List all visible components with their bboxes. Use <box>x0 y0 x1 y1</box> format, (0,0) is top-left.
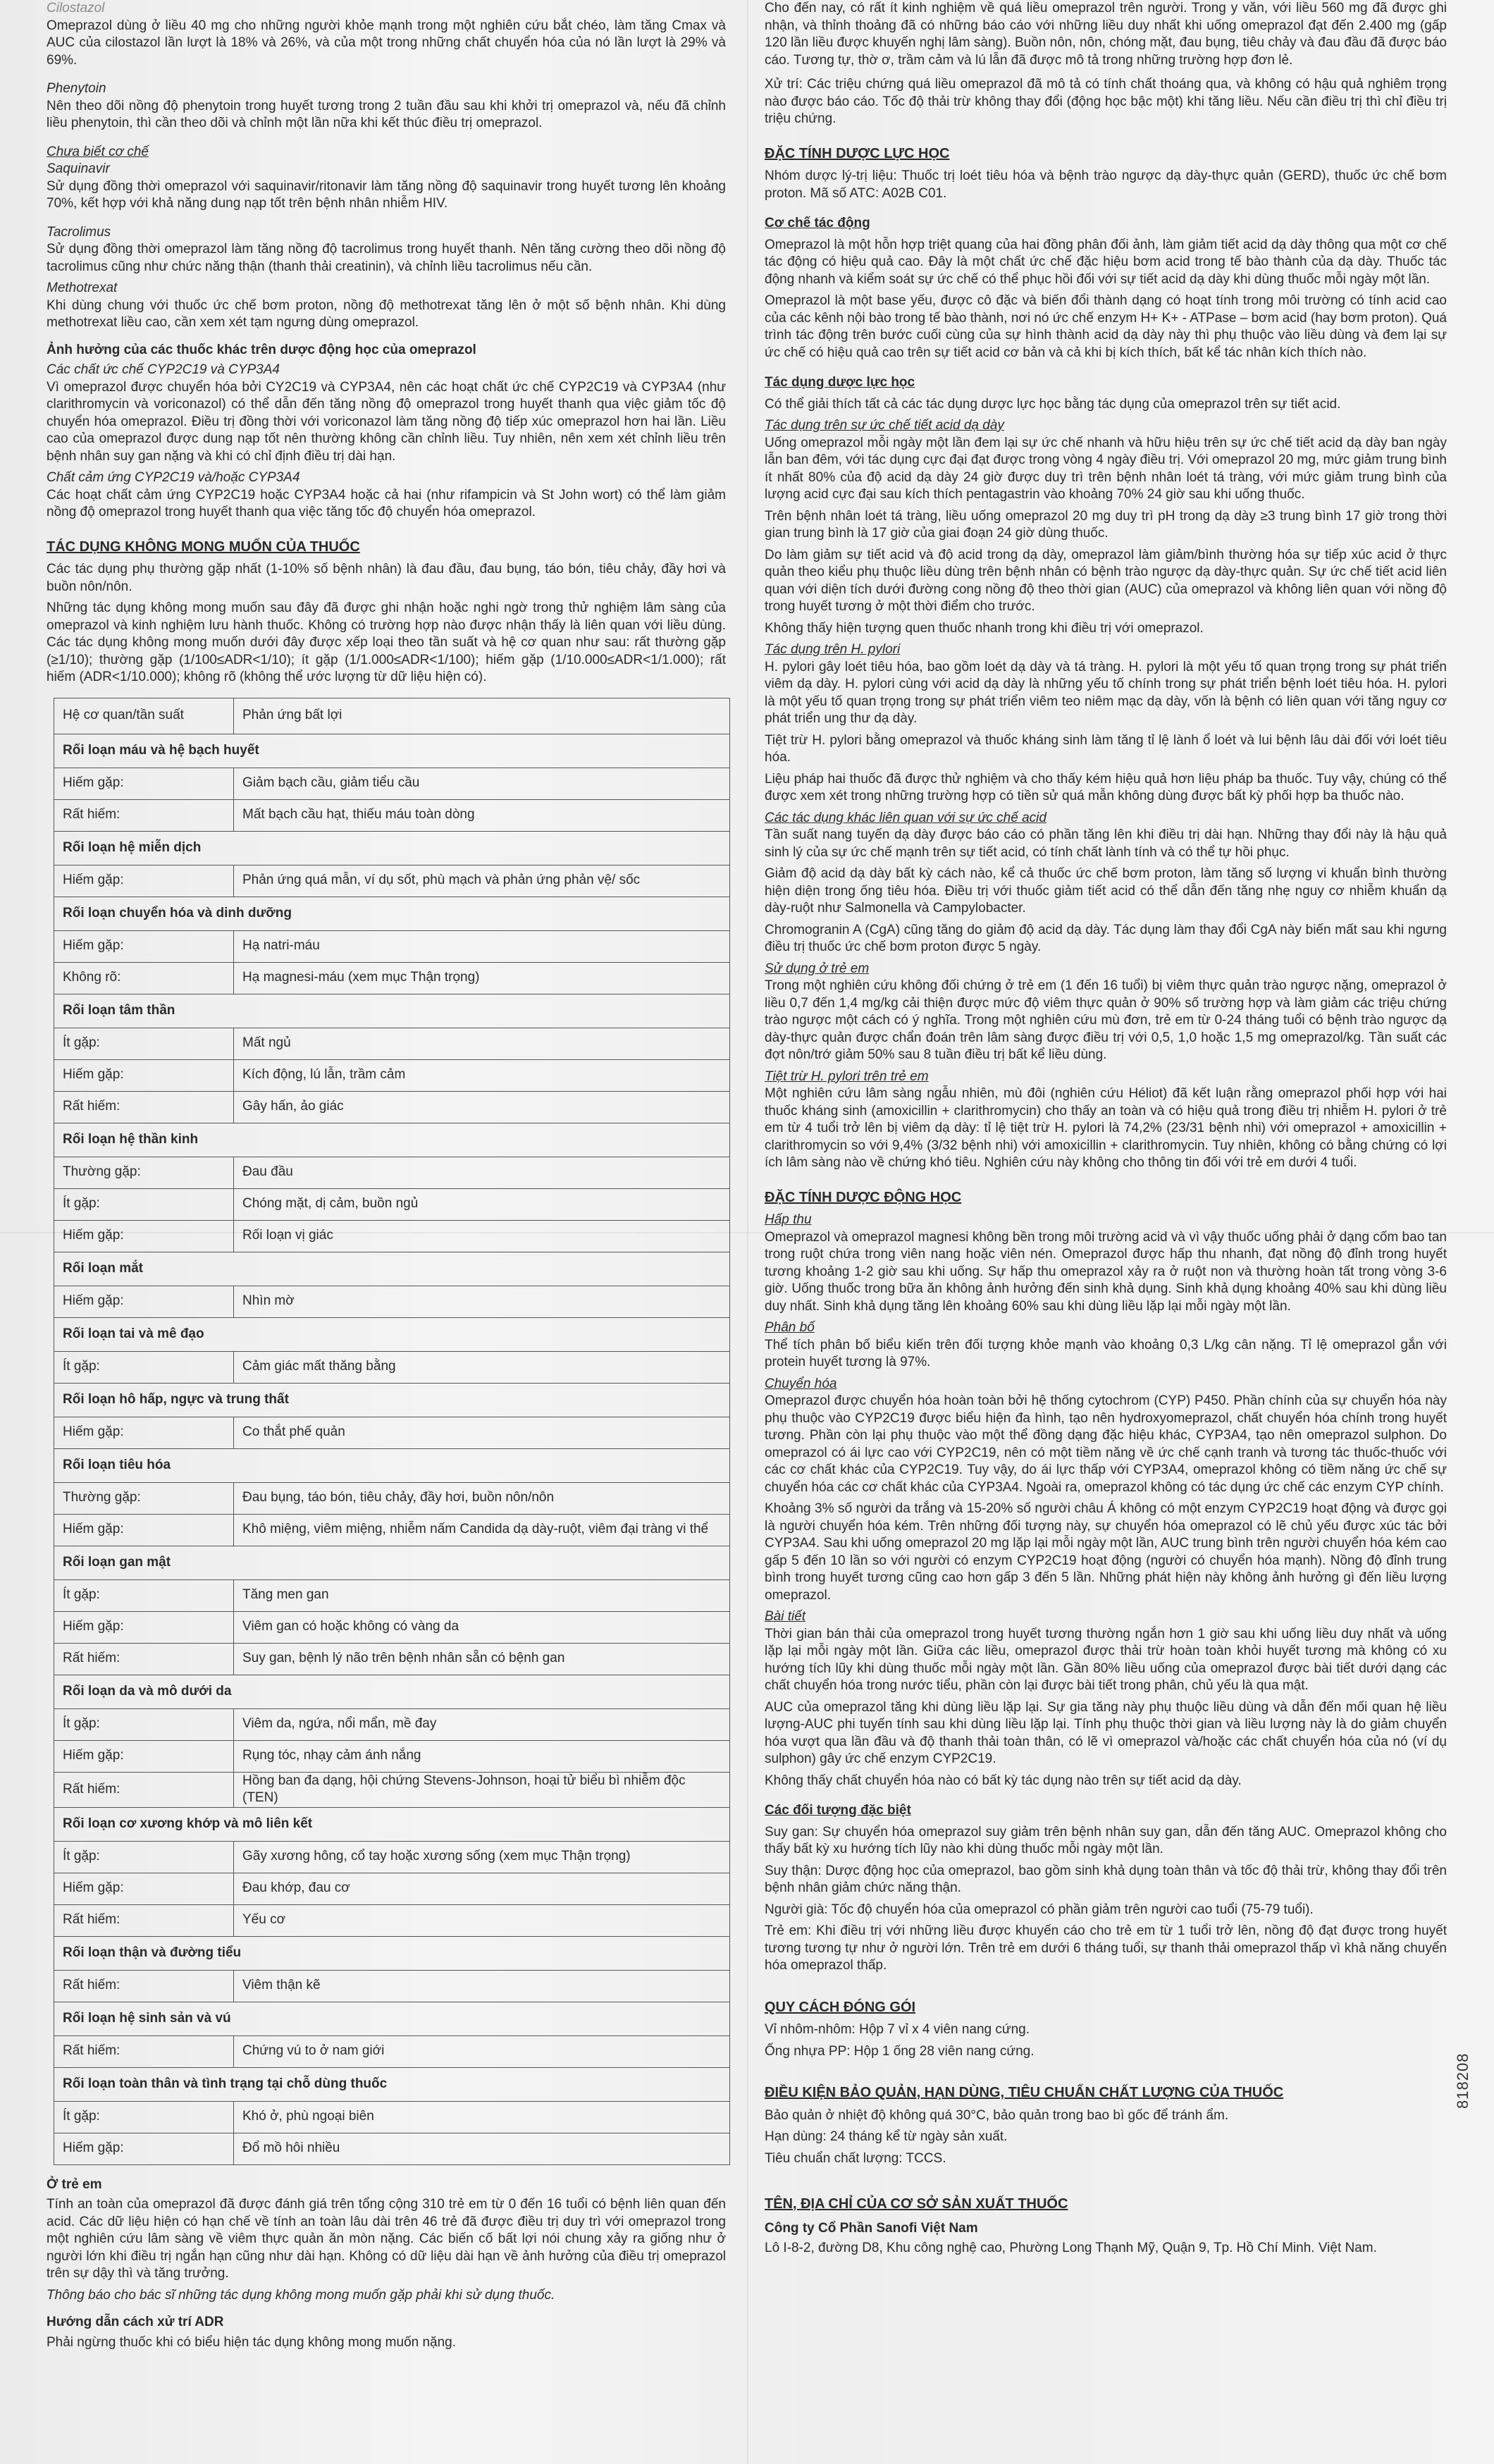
adr-group-name: Rối loạn mắt <box>54 1252 730 1286</box>
storage-2: Hạn dùng: 24 tháng kể từ ngày sản xuất. <box>765 2129 1008 2144</box>
hpylori-text-3: Liệu pháp hai thuốc đã được thử nghiệm và cho thấy kém hiệu quả hơn liệu pháp ba thuốc. Tuy vậy, chúng có thể được xem xét trong những trường hợp có tiền sử quá mẫn không dùng được bất kỳ phối hợp ba thuốc nào. <box>765 771 1447 803</box>
adr-table-row <box>54 1904 730 1936</box>
adr-frequency: Ít gặp: <box>54 1579 234 1611</box>
adr-frequency: Hiếm gặp: <box>54 1514 234 1546</box>
saquinavir-title: Saquinavir <box>47 161 110 176</box>
adr-frequency: Thường gặp: <box>54 1482 234 1514</box>
adr-group-row <box>54 1675 730 1708</box>
adr-group-row <box>54 831 730 865</box>
adr-reaction: Nhìn mờ <box>234 1286 730 1317</box>
overdose-treatment: Xử trí: Các triệu chứng quá liều omeprazol đã mô tả có tính chất thoáng qua, và không có hậu quả nghiêm trọng nào được báo cáo. Tốc độ thải trừ không thay đổi (động học bậc một) khi tăng liều. Nếu cần điều trị thì chỉ điều trị triệu chứng. <box>765 77 1447 126</box>
storage-title: ĐIỀU KIỆN BẢO QUẢN, HẠN DÙNG, TIÊU CHUẨN CHẤT LƯỢNG CỦA THUỐC <box>765 2085 1284 2100</box>
mechanism-text-1: Omeprazol là một hỗn hợp triệt quang của hai đồng phân đối ảnh, làm giảm tiết acid dạ dày thông qua một cơ chế tác động có hiệu quả cao. Đây là một chất ức chế đặc hiệu bơm acid trong tế bào thành của dạ dày. Thuốc tác động nhanh và kiểm soát sự ức chế có thể phục hồi đối với sự tiết acid dạ dày khi dùng thuốc mỗi ngày một lần. <box>765 237 1447 287</box>
packaging-title: QUY CÁCH ĐÓNG GÓI <box>765 1999 916 2015</box>
adr-table-row <box>54 2101 730 2133</box>
elimination-text-2: AUC của omeprazol tăng khi dùng liều lặp lại. Sự gia tăng này phụ thuộc liều dùng và dẫn đến mối quan hệ liều lượng-AUC phi tuyến tính sau khi dùng liều lặp lại. Tính phụ thuộc thời gian và liều lượng này là do giảm chuyển hóa vượt qua lần đầu và độ thanh thải toàn thân, có lẽ vì omeprazol và/hoặc các chất chuyển hóa của nó (ví dụ sulphon) gây ức chế enzym CYP2C19. <box>765 1699 1447 1766</box>
adr-section-title: TÁC DỤNG KHÔNG MONG MUỐN CỦA THUỐC <box>47 538 360 555</box>
adr-reaction: Mất bạch cầu hạt, thiếu máu toàn dòng <box>234 799 730 831</box>
distribution-text: Thể tích phân bố biểu kiến trên đối tượng khỏe mạnh vào khoảng 0,3 L/kg cân nặng. Tỉ lệ omeprazol gắn với protein huyết tương là 97%. <box>765 1337 1447 1369</box>
adr-reaction: Tăng men gan <box>234 1579 730 1611</box>
adr-reaction: Viêm gan có hoặc không có vàng da <box>234 1611 730 1643</box>
adr-frequency: Thường gặp: <box>54 1157 234 1188</box>
adr-guide-text: Phải ngừng thuốc khi có biểu hiện tác dụng không mong muốn nặng. <box>47 2334 457 2350</box>
adr-group-name: Rối loạn gan mật <box>54 1546 730 1579</box>
pk-inducers-text: Các hoạt chất cảm ứng CYP2C19 hoặc CYP3A4 hoặc cả hai (như rifampicin và St John wort) có thể làm giảm nồng độ omeprazol trong huyết thanh qua việc tăng tốc độ chuyển hóa omeprazol. <box>47 487 726 519</box>
adr-group-row <box>54 2067 730 2101</box>
adr-group-name: Rối loạn thận và đường tiểu <box>54 1936 730 1970</box>
adr-table-row <box>54 1028 730 1059</box>
adr-reaction: Chóng mặt, dị cảm, buồn ngủ <box>234 1188 730 1220</box>
adr-table-row <box>54 1579 730 1611</box>
adr-table-row <box>54 1091 730 1123</box>
pk-section-title: ĐẶC TÍNH DƯỢC ĐỘNG HỌC <box>765 1189 962 1205</box>
adr-table-row <box>54 1417 730 1448</box>
adr-reaction: Viêm da, ngứa, nổi mẩn, mề đay <box>234 1708 730 1740</box>
adr-table-row <box>54 1220 730 1252</box>
mechanism-text-2: Omeprazol là một base yếu, được cô đặc và biến đổi thành dạng có hoạt tính trong môi trường có tính acid cao của các kênh nội bào trong tế bào thành, nơi nó ức chế enzym H+ K+ - ATPase – bơm acid (hay bơm proton). Quá trình tác động trên bước cuối cùng của sự hình thành acid dạ dày này thì phụ thuộc vào liều dùng và đem lại sự ức chế có hiệu quả cao trên sự tiết acid cơ bản và cả khi bị kích thích, bất kể tác nhân kích thích nào. <box>765 293 1447 360</box>
adr-group-name: Rối loạn tai và mê đạo <box>54 1317 730 1351</box>
adr-group-name: Rối loạn hệ sinh sản và vú <box>54 2002 730 2035</box>
pediatric-use-text: Trong một nghiên cứu không đối chứng ở trẻ em (1 đến 16 tuổi) bị viêm thực quản trào ngược nặng, omeprazol ở liều 0,7 đến 1,4 mg/kg cải thiện được mức độ viêm thực quản ở 90% số trường hợp và làm giảm các triệu chứng trào ngược một cách có ý nghĩa. Trong một nghiên cứu mù đơn, trẻ em từ 0-24 tháng tuổi có bệnh trào ngược dạ dày-thực quản được chẩn đoán trên lâm sàng được điều trị với 0,5, 1,0 hoặc 1,5 mg omeprazol/kg. Tần suất các đợt nôn/trớ giảm 50% sau 8 tuần điều trị bất kể liều dùng. <box>765 978 1447 1062</box>
adr-table <box>54 698 730 2165</box>
adr-table-row <box>54 962 730 994</box>
adr-table-row <box>54 1970 730 2002</box>
hpylori-text-2: Tiệt trừ H. pylori bằng omeprazol và thuốc kháng sinh làm tăng tỉ lệ lành ổ loét và lui bệnh lâu dài đối với loét tiêu hóa. <box>765 732 1447 765</box>
special-liver: Suy gan: Sự chuyển hóa omeprazol suy giảm trên bệnh nhân suy gan, dẫn đến tăng AUC. Omeprazol không cho thấy bất kỳ xu hướng tích lũy nào khi dùng thuốc mỗi ngày một lần. <box>765 1824 1447 1856</box>
adr-table-row <box>54 1157 730 1188</box>
adr-reaction: Hạ magnesi-máu (xem mục Thận trọng) <box>234 962 730 994</box>
metabolism-text-1: Omeprazol được chuyển hóa hoàn toàn bởi hệ thống cytochrom (CYP) P450. Phần chính của sự chuyển hóa này phụ thuộc vào CYP2C19 được biểu hiện đa hình, tạo nên hydroxyomeprazol, chất chuyển hóa chính trong huyết tương. Phần còn lại phụ thuộc vào một thể đồng dạng đặc hiệu khác, CYP3A4, tạo nên omeprazol sulphon. Do omeprazol có ái lực cao với CYP2C19, nên có một tiềm năng về ức chế cạnh tranh và tương tác thuốc-thuốc với các cơ chất khác của CYP2C19. Tuy vậy, do ái lực thấp với CYP3A4, omeprazol không có tiềm năng ức chế sự chuyển hóa các cơ chất khác của CYP3A4. Ngoài ra, omeprazol không có tác dụng ức chế các enzym CYP chính. <box>765 1393 1447 1495</box>
adr-reaction: Đổ mồ hôi nhiều <box>234 2133 730 2164</box>
adr-reaction: Suy gan, bệnh lý não trên bệnh nhân sẵn có bệnh gan <box>234 1643 730 1675</box>
pharmacodynamics-title: Tác dụng dược lực học <box>765 375 915 390</box>
adr-reaction: Mất ngủ <box>234 1028 730 1059</box>
adr-frequency: Hiếm gặp: <box>54 1286 234 1317</box>
adr-frequency: Hiếm gặp: <box>54 1873 234 1904</box>
phenytoin-title: Phenytoin <box>47 81 106 96</box>
hpylori-title: Tác dụng trên H. pylori <box>765 642 901 657</box>
adr-frequency: Ít gặp: <box>54 1708 234 1740</box>
adr-table-row <box>54 1643 730 1675</box>
other-effects-1: Tần suất nang tuyến dạ dày được báo cáo có phần tăng lên khi điều trị dài hạn. Những thay đổi này là hậu quả sinh lý của sự ức chế mạnh trên sự tiết acid, có tính chất lành tính và có thể tự hồi phục. <box>765 827 1447 860</box>
manufacturer-address: Lô I-8-2, đường D8, Khu công nghệ cao, Phường Long Thạnh Mỹ, Quận 9, Tp. Hồ Chí Minh. Việt Nam. <box>765 2241 1377 2255</box>
adr-intro-1: Các tác dụng phụ thường gặp nhất (1-10% số bệnh nhân) là đau đầu, đau bụng, táo bón, tiêu chảy, đầy hơi và buồn nôn/nôn. <box>47 562 726 594</box>
other-effects-2: Giảm độ acid dạ dày bất kỳ cách nào, kể cả thuốc ức chế bơm proton, làm tăng số lượng vi khuẩn bình thường hiện diện trong ống tiêu hóa. Điều trị với thuốc giảm tiết acid có thể dẫn đến tăng nhẹ nguy cơ nhiễm khuẩn dạ dày-ruột như Salmonella và Campylobacter. <box>765 866 1447 916</box>
adr-frequency: Ít gặp: <box>54 1351 234 1383</box>
overdose-cases: Cho đến nay, có rất ít kinh nghiệm về quá liều omeprazol trên người. Trong y văn, với liều 560 mg đã được ghi nhận, và thỉnh thoảng đã có những báo cáo với những liều duy nhất khi uống omeprazol đạt đến 2.400 mg (gấp 120 lần liều được khuyến nghị lâm sàng). Buồn nôn, nôn, chóng mặt, đau bụng, tiêu chảy và đau đầu đã được báo cáo. Tương tự, thờ ơ, trầm cảm và lú lẫn đã được mô tả trong những trường hợp đơn lẻ. <box>765 1 1447 68</box>
acid-effect-3: Do làm giảm sự tiết acid và độ acid trong dạ dày, omeprazol làm giảm/bình thường hóa sự tiếp xúc acid ở thực quản theo kiểu phụ thuộc liều dùng trên bệnh nhân có bệnh trào ngược dạ dày-thực quản. Sự ức chế tiết acid liên quan với diện tích dưới đường cong nồng độ theo thời gian (AUC) của omeprazol và không liên quan với nồng độ trong huyết tương ở một thời điểm cho trước. <box>765 547 1447 614</box>
adr-group-row <box>54 2002 730 2035</box>
adr-group-row <box>54 1123 730 1157</box>
adr-reaction: Khó ở, phù ngoại biên <box>234 2101 730 2133</box>
adr-frequency: Ít gặp: <box>54 1028 234 1059</box>
left-column <box>47 0 726 2355</box>
pd-group: Nhóm dược lý-trị liệu: Thuốc trị loét tiêu hóa và bệnh trào ngược dạ dày-thực quản (GERD), thuốc ức chế bơm proton. Mã số ATC: A02B C01. <box>765 168 1447 201</box>
adr-reaction: Phản ứng quá mẫn, ví dụ sốt, phù mạch và phản ứng phản vệ/ sốc <box>234 865 730 897</box>
adr-group-row <box>54 1383 730 1417</box>
packaging-2: Ống nhựa PP: Hộp 1 ống 28 viên nang cứng. <box>765 2043 1035 2059</box>
metabolism-title: Chuyển hóa <box>765 1376 837 1391</box>
packaging-1: Vỉ nhôm-nhôm: Hộp 7 vỉ x 4 viên nang cứng. <box>765 2022 1030 2037</box>
pd-section-title: ĐẶC TÍNH DƯỢC LỰC HỌC <box>765 145 950 161</box>
adr-reaction: Hồng ban đa dạng, hội chứng Stevens-Johnson, hoại tử biểu bì nhiễm độc (TEN) <box>234 1772 730 1807</box>
adr-table-row <box>54 1059 730 1091</box>
adr-frequency: Hiếm gặp: <box>54 1059 234 1091</box>
adr-reaction: Đau bụng, táo bón, tiêu chảy, đầy hơi, buồn nôn/nôn <box>234 1482 730 1514</box>
adr-group-row <box>54 1807 730 1841</box>
adr-table-row <box>54 1351 730 1383</box>
elimination-title: Bài tiết <box>765 1609 806 1624</box>
acid-effect-4: Không thấy hiện tượng quen thuốc nhanh trong khi điều trị với omeprazol. <box>765 620 1204 636</box>
adr-reaction: Rụng tóc, nhạy cảm ánh nắng <box>234 1740 730 1772</box>
adr-frequency: Rất hiếm: <box>54 1970 234 2002</box>
adr-frequency: Hiếm gặp: <box>54 1611 234 1643</box>
adr-guide-title: Hướng dẫn cách xử trí ADR <box>47 2315 224 2329</box>
adr-frequency: Hiếm gặp: <box>54 930 234 962</box>
adr-reaction: Giảm bạch cầu, giảm tiểu cầu <box>234 768 730 799</box>
adr-table-row <box>54 1708 730 1740</box>
adr-reaction: Yếu cơ <box>234 1904 730 1936</box>
distribution-title: Phân bố <box>765 1320 815 1335</box>
adr-group-row <box>54 734 730 768</box>
saquinavir-text: Sử dụng đồng thời omeprazol với saquinavir/ritonavir làm tăng nồng độ saquinavir trong huyết tương lên khoảng 70%, kết hợp với khả năng dung nạp tốt trên bệnh nhân nhiễm HIV. <box>47 178 726 211</box>
adr-reaction: Cảm giác mất thăng bằng <box>234 1351 730 1383</box>
adr-group-row <box>54 897 730 930</box>
adr-frequency: Hiếm gặp: <box>54 1417 234 1448</box>
adr-table-row <box>54 1740 730 1772</box>
adr-frequency: Ít gặp: <box>54 1841 234 1873</box>
adr-frequency: Rất hiếm: <box>54 1091 234 1123</box>
adr-group-name: Rối loạn cơ xương khớp và mô liên kết <box>54 1807 730 1841</box>
adr-frequency: Không rõ: <box>54 962 234 994</box>
absorption-text: Omeprazol và omeprazol magnesi không bền trong môi trường acid và vì vậy thuốc uống phải ở dạng cốm bao tan trong ruột chứa trong viên nang hoặc viên nén. Omeprazol được hấp thu nhanh, đạt nồng độ đỉnh trong huyết tương khoảng 1-2 giờ sau khi uống. Sự hấp thu omeprazol xảy ra ở ruột non và thường hoàn tất trong vòng 3-6 giờ. Uống thuốc trong bữa ăn không ảnh hưởng đến sinh khả dụng. Sinh khả dụng khoảng 40% sau khi dùng liều duy nhất. Sinh khả dụng tăng lên khoảng 60% sau khi dùng liều lặp lại mỗi ngày một lần. <box>765 1229 1447 1314</box>
adr-table-row <box>54 2035 730 2067</box>
cilostazol-title: Cilostazol <box>47 1 105 16</box>
adr-frequency: Hiếm gặp: <box>54 768 234 799</box>
adr-table-row <box>54 1611 730 1643</box>
adr-reaction: Gãy xương hông, cổ tay hoặc xương sống (xem mục Thận trọng) <box>234 1841 730 1873</box>
unknown-mechanism-title: Chưa biết cơ chế <box>47 144 149 159</box>
adr-reaction: Đau khớp, đau cơ <box>234 1873 730 1904</box>
adr-header-reaction: Phản ứng bất lợi <box>234 698 730 734</box>
adr-table-row <box>54 1873 730 1904</box>
pk-inhibitors-text: Vì omeprazol được chuyển hóa bởi CY2C19 và CYP3A4, nên các hoạt chất ức chế CYP2C19 và CYP3A4 (như clarithromycin và voriconazol) có thể dẫn đến tăng nồng độ omeprazol trong huyết thanh qua việc giảm tốc độ chuyển hóa omeprazol. Điều trị đồng thời với voriconazol làm tăng nồng độ tiếp xúc omeprazol hơn hai lần. Liều cao của omeprazol được dung nạp tốt nên thường không cần chỉnh liều. Tuy nhiên, nên xem xét chỉnh liều trên bệnh nhân suy gan nặng và khi có chỉ định điều trị dài hạn. <box>47 379 726 464</box>
special-populations-title: Các đối tượng đặc biệt <box>765 1803 911 1818</box>
adr-group-name: Rối loạn da và mô dưới da <box>54 1675 730 1708</box>
adr-frequency: Ít gặp: <box>54 1188 234 1220</box>
adr-table-row <box>54 768 730 799</box>
adr-group-name: Rối loạn hô hấp, ngực và trung thất <box>54 1383 730 1417</box>
children-title: Ở trẻ em <box>47 2176 102 2192</box>
adr-reaction: Chứng vú to ở nam giới <box>234 2035 730 2067</box>
pk-inducers-title: Chất cảm ứng CYP2C19 và/hoặc CYP3A4 <box>47 470 300 485</box>
adr-group-name: Rối loạn toàn thân và tình trạng tại chỗ dùng thuốc <box>54 2067 730 2101</box>
methotrexat-title: Methotrexat <box>47 281 118 295</box>
adr-table-row <box>54 1188 730 1220</box>
right-column <box>765 0 1447 2262</box>
adr-reaction: Khô miệng, viêm miệng, nhiễm nấm Candida dạ dày-ruột, viêm đại tràng vi thể <box>234 1514 730 1546</box>
adr-frequency: Rất hiếm: <box>54 2035 234 2067</box>
manufacturer-title: TÊN, ĐỊA CHỈ CỦA CƠ SỞ SẢN XUẤT THUỐC <box>765 2196 1068 2212</box>
adr-group-name: Rối loạn tiêu hóa <box>54 1448 730 1482</box>
adr-table-row <box>54 865 730 897</box>
acid-effect-2: Trên bệnh nhân loét tá tràng, liều uống omeprazol 20 mg duy trì pH trong dạ dày ≥3 trung bình 17 giờ trong thời gian trung bình là 17 giờ của giai đoạn 24 giờ dùng thuốc. <box>765 508 1447 541</box>
hpylori-text-1: H. pylori gây loét tiêu hóa, bao gồm loét dạ dày và tá tràng. H. pylori là một yếu tố quan trọng trong sự phát triển viêm dạ dày. H. pylori cùng với acid dạ dày là những yếu tố chính trong sự phát triển bệnh loét tiêu hóa. H. pylori là một yếu tố quan trọng trong sự phát triển viêm teo niêm mạc dạ dày, vốn là bệnh có liên quan với tăng nguy cơ phát triển ung thư dạ dày. <box>765 659 1447 726</box>
special-kidney: Suy thận: Dược động học của omeprazol, bao gồm sinh khả dụng toàn thân và tốc độ thải trừ, không thay đổi trên bệnh nhân giảm chức năng thận. <box>765 1863 1447 1895</box>
adr-table-row <box>54 799 730 831</box>
adr-table-row <box>54 1482 730 1514</box>
adr-table-row <box>54 1286 730 1317</box>
adr-frequency: Rất hiếm: <box>54 1643 234 1675</box>
tacrolimus-text: Sử dụng đồng thời omeprazol làm tăng nồng độ tacrolimus trong huyết thanh. Nên tăng cường theo dõi nồng độ tacrolimus cũng như chức năng thận (thanh thải creatinin), và chỉnh liều tacrolimus nếu cần. <box>47 242 726 274</box>
hpylori-children-text: Một nghiên cứu lâm sàng ngẫu nhiên, mù đôi (nghiên cứu Héliot) đã kết luận rằng omeprazol phối hợp với hai thuốc kháng sinh (amoxicillin + clarithromycin) cho thấy an toàn và có hiệu quả trong điều trị nhiễm H. pylori ở trẻ em từ 4 tuổi trở lên bị viêm dạ dày: tỉ lệ tiệt trừ H. pylori là 74,2% (23/31 bệnh nhi) với omeprazol + amoxicillin + clarithromycin so với 9,4% (3/32 bệnh nhi) với amoxicillin + clarithromycin. Tuy nhiên, không có bằng chứng có lợi ích lâm sàng nào về chứng khó tiêu. Nghiên cứu này không cho thông tin đối với trẻ em dưới 4 tuổi. <box>765 1086 1447 1170</box>
absorption-title: Hấp thu <box>765 1212 812 1227</box>
adr-table-row <box>54 1772 730 1807</box>
adr-group-row <box>54 1252 730 1286</box>
other-effects-3: Chromogranin A (CgA) cũng tăng do giảm độ acid dạ dày. Tác dụng làm thay đổi CgA này biến mất sau khi ngưng điều trị thuốc ức chế bơm proton được 5 ngày. <box>765 922 1447 954</box>
cilostazol-text: Omeprazol dùng ở liều 40 mg cho những người khỏe mạnh trong một nghiên cứu bắt chéo, làm tăng Cmax và AUC của cilostazol lần lượt là 18% và 26%, và của một trong những chất chuyển hóa của nó lần lượt là 29% và 69%. <box>47 18 726 68</box>
adr-frequency: Ít gặp: <box>54 2101 234 2133</box>
manufacturer-name: Công ty Cổ Phần Sanofi Việt Nam <box>765 2220 978 2236</box>
adr-group-name: Rối loạn hệ miễn dịch <box>54 831 730 865</box>
adr-frequency: Rất hiếm: <box>54 799 234 831</box>
methotrexat-text: Khi dùng chung với thuốc ức chế bơm proton, nồng độ methotrexat tăng lên ở một số bệnh nhân. Khi dùng methotrexat liều cao, cần xem xét tạm ngưng dùng omeprazol. <box>47 297 726 330</box>
adr-group-row <box>54 1448 730 1482</box>
storage-3: Tiêu chuẩn chất lượng: TCCS. <box>765 2150 946 2166</box>
children-text: Tính an toàn của omeprazol đã được đánh giá trên tổng cộng 310 trẻ em từ 0 đến 16 tuổi có bệnh liên quan đến acid. Các dữ liệu hiện có hạn chế về tính an toàn lâu dài trên 46 trẻ đã được điều trị duy trì với omeprazol trong một nghiên cứu lâm sàng về viêm thực quản ăn mòn nặng. Các biến cố bất lợi nói chung xảy ra giống như ở người lớn khi điều trị ngắn hạn cũng như dài hạn. Không có dữ liệu dài hạn về ảnh hưởng của điều trị omeprazol trên sự dậy thì và tăng trưởng. <box>47 2197 726 2281</box>
adr-frequency: Rất hiếm: <box>54 1772 234 1807</box>
adr-reaction: Hạ natri-máu <box>234 930 730 962</box>
adr-table-row <box>54 1514 730 1546</box>
pk-inhibitors-title: Các chất ức chế CYP2C19 và CYP3A4 <box>47 362 280 377</box>
adr-group-row <box>54 1317 730 1351</box>
adr-group-name: Rối loạn hệ thần kinh <box>54 1123 730 1157</box>
adr-group-row <box>54 1936 730 1970</box>
adr-notice: Thông báo cho bác sĩ những tác dụng không mong muốn gặp phải khi sử dụng thuốc. <box>47 2287 555 2303</box>
tacrolimus-title: Tacrolimus <box>47 224 111 240</box>
pk-interaction-title: Ảnh hưởng của các thuốc khác trên dược động học của omeprazol <box>47 342 476 357</box>
adr-table-header <box>54 698 730 734</box>
phenytoin-text: Nên theo dõi nồng độ phenytoin trong huyết tương trong 2 tuần đầu sau khi khởi trị omeprazol và, nếu đã chỉnh liều phenytoin, thì cần theo dõi và chỉnh một lần nữa khi kết thúc điều trị omeprazol. <box>47 98 726 130</box>
adr-table-row <box>54 1841 730 1873</box>
adr-table-row <box>54 930 730 962</box>
elimination-text-1: Thời gian bán thải của omeprazol trong huyết tương thường ngắn hơn 1 giờ sau khi uống liều duy nhất và uống lặp lại mỗi ngày một lần. Giữa các liều, omeprazol được thải trừ hoàn toàn khỏi huyết tương mà không có xu hướng tích lũy khi dùng thuốc mỗi ngày một lần. Gần 80% liều uống của omeprazol được bài tiết dưới dạng các chất chuyển hóa trong nước tiểu, phần còn lại được bài tiết trong phân, chủ yếu là qua mật. <box>765 1626 1447 1693</box>
mechanism-title: Cơ chế tác động <box>765 216 870 230</box>
acid-effect-title: Tác dụng trên sự ức chế tiết acid dạ dày <box>765 418 1004 433</box>
pediatric-use-title: Sử dụng ở trẻ em <box>765 961 870 976</box>
hpylori-children-title: Tiệt trừ H. pylori trên trẻ em <box>765 1068 929 1084</box>
adr-frequency: Hiếm gặp: <box>54 2133 234 2164</box>
adr-group-row <box>54 994 730 1028</box>
adr-frequency: Rất hiếm: <box>54 1904 234 1936</box>
adr-frequency: Hiếm gặp: <box>54 1740 234 1772</box>
pharmacodynamics-text: Có thể giải thích tất cả các tác dụng dược lực học bằng tác dụng của omeprazol trên sự tiết acid. <box>765 396 1341 412</box>
adr-reaction: Co thắt phế quản <box>234 1417 730 1448</box>
adr-frequency: Hiếm gặp: <box>54 865 234 897</box>
adr-reaction: Gây hấn, ảo giác <box>234 1091 730 1123</box>
adr-reaction: Kích động, lú lẫn, trầm cảm <box>234 1059 730 1091</box>
other-effects-title: Các tác dụng khác liên quan với sự ức chế acid <box>765 810 1047 825</box>
storage-1: Bảo quản ở nhiệt độ không quá 30°C, bảo quản trong bao bì gốc để tránh ẩm. <box>765 2107 1229 2123</box>
adr-group-row <box>54 1546 730 1579</box>
leaflet-code: 818208 <box>1454 2052 1471 2109</box>
acid-effect-1: Uống omeprazol mỗi ngày một lần đem lại sự ức chế nhanh và hữu hiệu trên sự ức chế tiết acid dạ dày ban ngày lẫn ban đêm, với tác dụng cực đại đạt được trong vòng 4 ngày điều trị. Với omeprazol 20 mg, mức giảm trung bình ít nhất 80% của độ acid dạ dày 24 giờ được duy trì trên bệnh nhân loét tá tràng, với mức giảm trung bình của lượng acid cực đại sau kích thích pentagastrin vào khoảng 70% 24 giờ sau khi uống thuốc. <box>765 435 1447 502</box>
special-children: Trẻ em: Khi điều trị với những liều được khuyến cáo cho trẻ em từ 1 tuổi trở lên, nồng độ đạt được trong huyết tương tương tự như ở người lớn. Trên trẻ em dưới 6 tháng tuổi, sự thanh thải omeprazol thấp vì khả năng chuyển hóa omeprazol thấp. <box>765 1923 1447 1973</box>
adr-reaction: Đau đầu <box>234 1157 730 1188</box>
adr-frequency: Hiếm gặp: <box>54 1220 234 1252</box>
adr-reaction: Rối loạn vị giác <box>234 1220 730 1252</box>
adr-group-name: Rối loạn tâm thần <box>54 994 730 1028</box>
adr-group-name: Rối loạn chuyển hóa và dinh dưỡng <box>54 897 730 930</box>
adr-group-name: Rối loạn máu và hệ bạch huyết <box>54 734 730 768</box>
elimination-text-3: Không thấy chất chuyển hóa nào có bất kỳ tác dụng nào trên sự tiết acid dạ dày. <box>765 1773 1242 1788</box>
adr-intro-2: Những tác dụng không mong muốn sau đây đã được ghi nhận hoặc nghi ngờ trong thử nghiệm lâm sàng của omeprazol và kinh nghiệm lưu hành thuốc. Không có trường hợp nào được nhận thấy là liên quan với liều dùng. Các tác dụng không mong muốn dưới đây được xếp loại theo tần suất và hệ cơ quan như sau: rất thường gặp (≥1/10); thường gặp (1/100≤ADR<1/10); ít gặp (1/1.000≤ADR<1/100); hiếm gặp (1/10.000≤ADR<1/1.000); rất hiếm (ADR<1/10.000); không rõ (không thể ước lượng từ dữ liệu hiện có). <box>47 600 726 684</box>
metabolism-text-2: Khoảng 3% số người da trắng và 15-20% số người châu Á không có một enzym CYP2C19 hoạt động và được gọi là người chuyển hóa kém. Trên những đối tượng này, sự chuyển hóa omeprazol có lẽ chủ yếu được xúc tác bởi CYP3A4. Sau khi uống omeprazol 20 mg lặp lại mỗi ngày một lần, AUC trung bình trên người chuyển hóa kém cao gấp 5 đến 10 lần so với người có enzym CYP2C19 hoạt động (người có chuyển hóa mạnh). Nồng độ đỉnh trung bình trong huyết tương cũng cao hơn gấp 3 đến 5 lần. Những phát hiện này không ảnh hưởng gì đến liều lượng omeprazol. <box>765 1501 1447 1603</box>
adr-reaction: Viêm thận kẽ <box>234 1970 730 2002</box>
adr-header-system: Hệ cơ quan/tần suất <box>54 698 234 734</box>
special-elderly: Người già: Tốc độ chuyển hóa của omeprazol có phần giảm trên người cao tuổi (75-79 tuổi). <box>765 1902 1314 1917</box>
adr-table-row <box>54 2133 730 2164</box>
